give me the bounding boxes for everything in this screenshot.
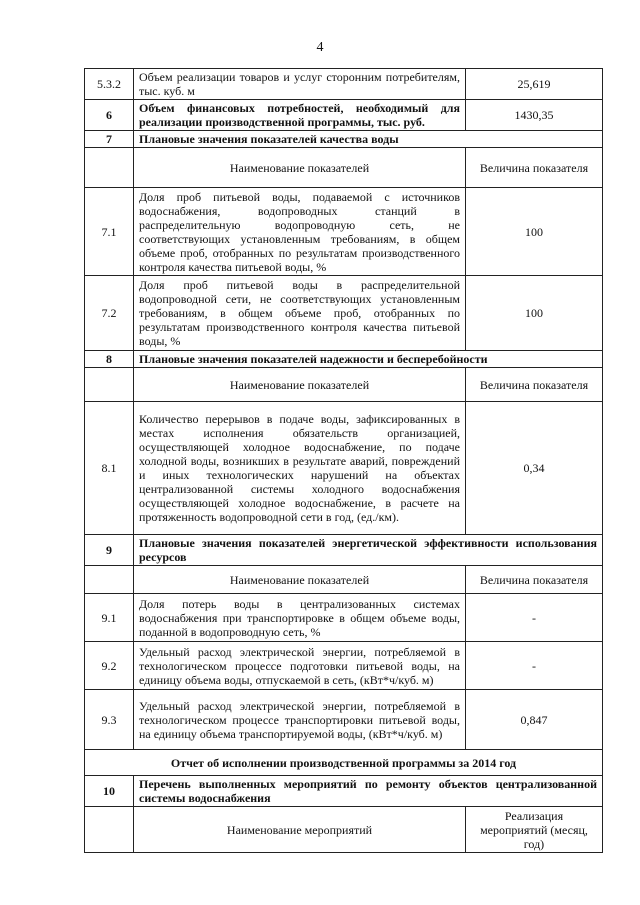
row-description: Доля потерь воды в централизованных системах водоснабжения при транспортировке в общем объеме воды, поданной в водопроводную сеть, % [134, 594, 466, 642]
row-value: 0,34 [466, 402, 603, 535]
row-number: 9.2 [85, 642, 134, 690]
row-number: 5.3.2 [85, 69, 134, 100]
section-title: Плановые значения показателей надежности и бесперебойности [134, 351, 603, 368]
column-header-value: Величина показателя [466, 148, 603, 188]
row-description: Доля проб питьевой воды, подаваемой с источников водоснабжения, водопроводных станций в распределительную водопроводную сеть, не соответствующих установленным требованиям, в общем объеме проб, отобранных по результатам производственного контроля качества питьевой воды, % [134, 188, 466, 276]
column-header-row [85, 148, 603, 188]
row-value: 0,847 [466, 690, 603, 750]
column-header-row [85, 807, 603, 853]
section-number: 8 [85, 351, 134, 368]
row-value: 100 [466, 276, 603, 351]
empty-cell [85, 566, 134, 594]
row-value: 1430,35 [466, 100, 603, 131]
section-title: Плановые значения показателей энергетической эффективности использования ресурсов [134, 535, 603, 566]
row-6 [85, 100, 603, 131]
row-value: 25,619 [466, 69, 603, 100]
column-header-name: Наименование показателей [134, 148, 466, 188]
row-number: 7.2 [85, 276, 134, 351]
row-description: Удельный расход электрической энергии, потребляемой в технологическом процессе транспортировки питьевой воды, на единицу объема транспортируемой воды, (кВт*ч/куб. м) [134, 690, 466, 750]
row-description: Удельный расход электрической энергии, потребляемой в технологическом процессе подготовки питьевой воды, на единицу объема воды, отпускаемой в сеть, (кВт*ч/куб. м) [134, 642, 466, 690]
row-9-3 [85, 690, 603, 750]
section-title: Перечень выполненных мероприятий по ремонту объектов централизованной системы водоснабжения [134, 776, 603, 807]
column-header-value: Реализация мероприятий (месяц, год) [466, 807, 603, 853]
empty-cell [85, 368, 134, 402]
row-value: 100 [466, 188, 603, 276]
column-header-row [85, 368, 603, 402]
row-description: Доля проб питьевой воды в распределительной водопроводной сети, не соответствующих установленным требованиям, в общем объеме проб, отобранных по результатам производственного контроля качества питьевой воды, % [134, 276, 466, 351]
row-5-3-2 [85, 69, 603, 100]
empty-cell [85, 807, 134, 853]
row-8-1 [85, 402, 603, 535]
section-10-header [85, 776, 603, 807]
section-number: 7 [85, 131, 134, 148]
row-number: 9.1 [85, 594, 134, 642]
row-number: 9.3 [85, 690, 134, 750]
row-9-2 [85, 642, 603, 690]
production-program-table [84, 68, 603, 853]
column-header-name: Наименование показателей [134, 566, 466, 594]
column-header-value: Величина показателя [466, 368, 603, 402]
row-7-1 [85, 188, 603, 276]
column-header-row [85, 566, 603, 594]
section-title: Плановые значения показателей качества воды [134, 131, 603, 148]
report-heading-row [85, 750, 603, 776]
section-number: 10 [85, 776, 134, 807]
section-7-header [85, 131, 603, 148]
column-header-name: Наименование мероприятий [134, 807, 466, 853]
section-8-header [85, 351, 603, 368]
section-number: 9 [85, 535, 134, 566]
row-7-2 [85, 276, 603, 351]
report-heading: Отчет об исполнении производственной программы за 2014 год [85, 750, 603, 776]
row-description: Объем реализации товаров и услуг сторонним потребителям, тыс. куб. м [134, 69, 466, 100]
row-value: - [466, 594, 603, 642]
page-number: 4 [316, 40, 324, 55]
row-description: Количество перерывов в подаче воды, зафиксированных в местах исполнения обязательств организацией, осуществляющей холодное водоснабжение, по подаче холодной воды, возникших в результате аварий, повреждений и иных технологических нарушений на объектах централизованной системы холодного водоснабжения осуществляющей холодное водоснабжение, в расчете на протяженность водопроводной сети в год, (ед./км). [134, 402, 466, 535]
row-value: - [466, 642, 603, 690]
row-number: 7.1 [85, 188, 134, 276]
row-number: 8.1 [85, 402, 134, 535]
column-header-name: Наименование показателей [134, 368, 466, 402]
column-header-value: Величина показателя [466, 566, 603, 594]
row-9-1 [85, 594, 603, 642]
row-description: Объем финансовых потребностей, необходимый для реализации производственной программы, тыс. руб. [134, 100, 466, 131]
empty-cell [85, 148, 134, 188]
row-number: 6 [85, 100, 134, 131]
section-9-header [85, 535, 603, 566]
